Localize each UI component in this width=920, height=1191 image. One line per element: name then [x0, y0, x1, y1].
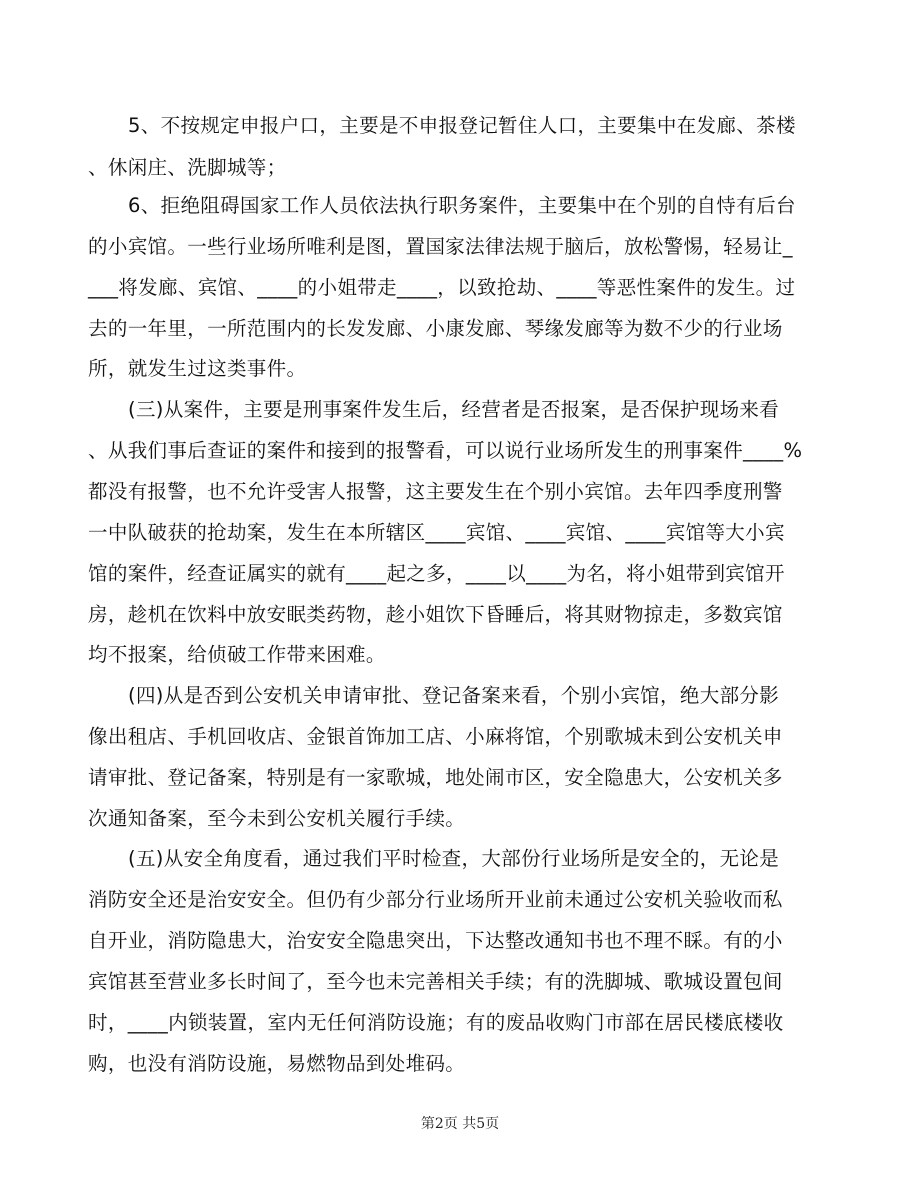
text-line: 、休闲庄、洗脚城等；: [88, 156, 287, 179]
text-line: ___将发廊、宾馆、____的小姐带走____，以致抢劫、____等恶性案件的发生。过: [88, 276, 796, 299]
text-line: 都没有报警，也不允许受害人报警，这主要发生在个别小宾馆。去年四季度刑警: [88, 480, 783, 503]
text-line: 馆的案件，经查证属实的就有____起之多，____以____为名，将小姐带到宾馆开: [88, 562, 785, 585]
text-line: 请审批、登记备案，特别是有一家歌城，地处闹市区，安全隐患大，公安机关多: [88, 766, 783, 789]
text-line: 宾馆甚至营业多长时间了，至今也未完善相关手续；有的洗脚城、歌城设置包间: [88, 970, 783, 993]
text-line: 房，趁机在饮料中放安眠类药物，趁小姐饮下昏睡后，将其财物掠走，多数宾馆: [88, 603, 783, 626]
page-number-footer: 第2页 共5页: [420, 1116, 500, 1132]
text-line: 去的一年里，一所范围内的长发发廊、小康发廊、琴缘发廊等为数不少的行业场: [88, 317, 783, 340]
text-line: 像出租店、手机回收店、金银首饰加工店、小麻将馆，个别歌城未到公安机关申: [88, 725, 783, 748]
text-line: (四)从是否到公安机关申请审批、登记备案来看，个别小宾馆，绝大部分影: [128, 684, 780, 707]
text-line: 5、不按规定申报户口，主要是不申报登记暂住人口，主要集中在发廊、茶楼: [128, 114, 796, 137]
text-line: 时，____内锁装置，室内无任何消防设施；有的废品收购门市部在居民楼底楼收: [88, 1011, 784, 1034]
text-line: 消防安全还是治安安全。但仍有少部分行业场所开业前未通过公安机关验收而私: [88, 888, 783, 911]
text-line: 6、拒绝阻碍国家工作人员依法执行职务案件，主要集中在个别的自恃有后台: [128, 194, 796, 217]
text-line: (三)从案件，主要是刑事案件发生后，经营者是否报案，是否保护现场来看: [128, 398, 780, 421]
text-line: 、从我们事后查证的案件和接到的报警看，可以说行业场所发生的刑事案件____%: [88, 439, 803, 462]
text-line: (五)从安全角度看，通过我们平时检查，大部份行业场所是安全的，无论是: [128, 847, 780, 870]
text-line: 自开业，消防隐患大，治安安全隐患突出，下达整改通知书也不理不睬。有的小: [88, 929, 783, 952]
text-line: 次通知备案，至今未到公安机关履行手续。: [88, 807, 466, 830]
text-line: 均不报案，给侦破工作带来困难。: [88, 643, 386, 666]
text-line: 购，也没有消防设施，易燃物品到处堆码。: [88, 1052, 466, 1075]
text-line: 所，就发生过这类事件。: [88, 357, 307, 380]
text-line: 的小宾馆。一些行业场所唯利是图，置国家法律法规于脑后，放松警惕，轻易让_: [88, 235, 793, 258]
text-line: 一中队破获的抢劫案，发生在本所辖区____宾馆、____宾馆、____宾馆等大小宾: [88, 521, 785, 544]
